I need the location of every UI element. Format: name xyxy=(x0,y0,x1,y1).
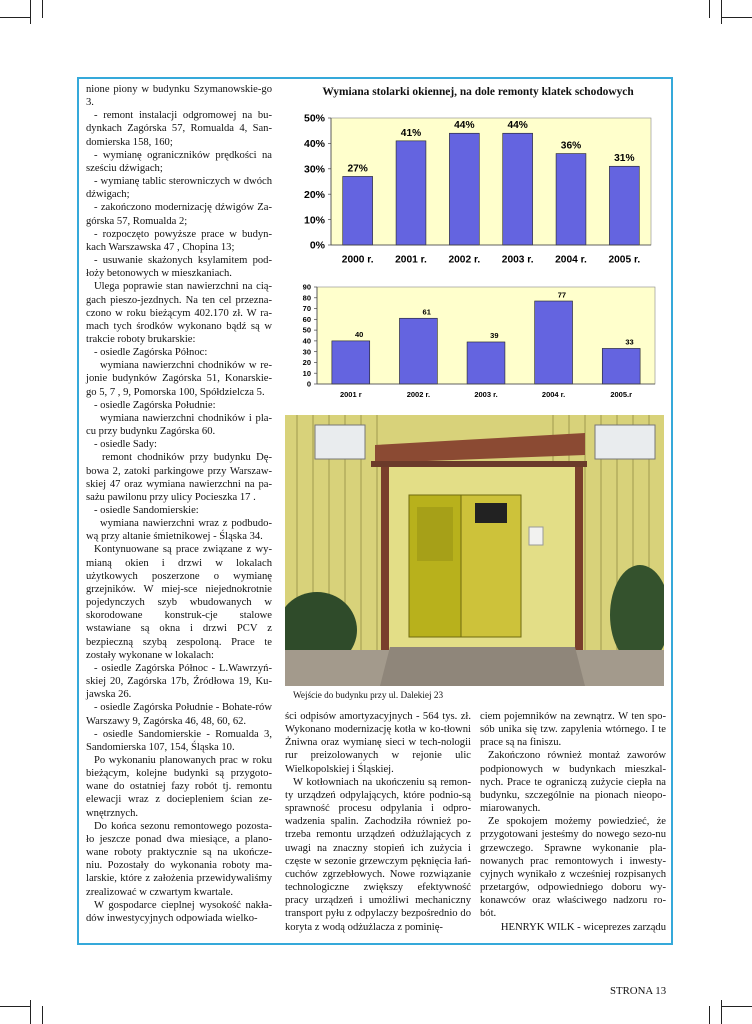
y-tick-label: 70 xyxy=(302,304,311,314)
x-tick-label: 2002 r. xyxy=(406,389,431,399)
data-label: 40 xyxy=(354,330,364,340)
paragraph: nione piony w budynku Szymanowskie-go 3. xyxy=(86,84,272,109)
article-column-1 xyxy=(86,83,272,925)
signature: HENRYK WILK - wiceprezes zarządu xyxy=(500,921,666,933)
paragraph: - usuwanie skażonych ksylamitem pod-łoży betonowych w mieszkaniach. xyxy=(86,255,272,280)
article-column-2 xyxy=(285,710,471,934)
article-column-3 xyxy=(480,710,666,934)
paragraph: wymiana nawierzchni chodników w re-jonie budynków Zagórska 51, Konarskie-go 5, 7 , 9, Pomorska 100, Spółdzielcza 5. xyxy=(86,360,272,398)
paragraph: Po wykonaniu planowanych prac w roku bieżącym, kolejne budynki są przygoto-wane do ostatniej fazy robót tj. remontu elewacji wraz z dociepleniem ścian ze-wnętrznych. xyxy=(86,754,272,819)
data-label: 44% xyxy=(454,120,475,132)
paragraph: W kotłowniach na ukończeniu są remon-ty urządzeń odpylających, które podnio-są sprawność procesu odpylania i odpro-wadzenia spalin. Zachodziła również po-trzeba remontu urządzeń odżużlających z uwagi na znaczny stopień ich zużycia i częste w sezonie grzewczym pęknięcia łań-cuchów zgrzebłowych. Nowe rozwiązanie technologiczne zwiększy efektywność pracy urządzeń i umożliwi mechaniczny transport pyłu z odpylaczy bezpośrednio do koryta z wodą odżużlacza z pominię- xyxy=(285,776,471,933)
crop-mark xyxy=(709,0,710,18)
chart-window-replacement xyxy=(285,108,665,273)
paragraph: - wymianę ograniczników prędkości na sześciu dźwigach; xyxy=(86,149,272,174)
paragraph: - osiedle Sandomierskie: xyxy=(94,505,199,516)
data-label: 33 xyxy=(625,337,634,347)
bar xyxy=(535,301,573,384)
bar xyxy=(556,154,586,245)
paragraph: ciem pojemników na zewnątrz. W ten spo-sób unika się tzw. zapylenia wtórnego. I te prace są na finiszu. xyxy=(480,711,666,749)
y-tick-label: 60 xyxy=(302,314,311,324)
y-tick-label: 80 xyxy=(302,293,311,303)
x-tick-label: 2004 r. xyxy=(555,254,587,266)
data-label: 31% xyxy=(614,153,635,165)
crop-mark xyxy=(0,1006,30,1007)
page-number: STRONA 13 xyxy=(610,985,667,997)
y-tick-label: 50 xyxy=(302,325,311,335)
x-tick-label: 2003 r. xyxy=(474,389,498,399)
x-tick-label: 2004 r. xyxy=(541,389,566,399)
y-tick-label: 40 xyxy=(302,336,311,346)
crop-mark xyxy=(0,17,30,18)
paragraph: Kontynuowane są prace związane z wy-mianą okien i drzwi w lokalach użytkowych poszerzone o wymianę grzejników. W miej-sce niejednokrotnie pojedynczych szyb wbudowanych w skorodowane konstruk-cje stalowe wstawiane są okna i drzwi PCV z bezpieczną szybą zespoloną. Prace te zostały wykonane w lokalach: xyxy=(86,544,272,661)
data-label: 61 xyxy=(422,307,431,317)
data-label: 41% xyxy=(400,127,422,139)
x-tick-label: 2005.r xyxy=(610,389,633,399)
paragraph: - zakończono modernizację dźwigów Za-górska 57, Romualda 2; xyxy=(86,202,272,227)
paragraph: ści odpisów amortyzacyjnych - 564 tys. zł. Wykonano modernizację kotła w ko-tłowni Żniwna oraz wymianę sieci w tech-nologii rur preizolowanych w rejonie ulic Wielkopolskiej i Śląskiej. xyxy=(285,711,471,775)
y-tick-label: 0 xyxy=(306,379,311,389)
x-tick-label: 2003 r. xyxy=(501,254,534,266)
paragraph: - osiedle Zagórska Północ: xyxy=(94,347,208,359)
plot-area xyxy=(331,118,651,245)
crop-mark xyxy=(42,1006,43,1024)
crop-mark xyxy=(722,1006,752,1007)
paragraph: W gospodarce cieplnej wysokość nakła-dów inwestycyjnych odpowiada wielko- xyxy=(86,899,272,924)
data-label: 44% xyxy=(507,120,528,132)
paragraph: - wymianę tablic sterowniczych w dwóch dźwigach; xyxy=(86,176,272,201)
paragraph: wymiana nawierzchni wraz z podbudo-wą przy altanie śmietnikowej - Śląska 34. xyxy=(86,518,272,543)
y-tick-label: 40% xyxy=(303,138,325,151)
x-tick-label: 2001 r. xyxy=(395,254,427,266)
paragraph: Ulega poprawie stan nawierzchni na cią-gach pieszo-jezdnych. Na ten cel przezna-czono w roku bieżącym 402.170 zł. W ra-mach tych środków wykonano bądź są w trakcie roboty brukarskie: xyxy=(86,281,272,345)
bar xyxy=(449,133,479,245)
crop-mark xyxy=(30,0,31,24)
y-tick-label: 10% xyxy=(303,214,325,227)
y-tick-label: 20% xyxy=(303,188,325,201)
crop-mark xyxy=(722,17,752,18)
paragraph: Zakończono również montaż zaworów podpionowych w budynkach mieszkal-nych. Prace te ograniczą zużycie ciepła na budynku, szczególnie na pionach nieopo-miarowanych. xyxy=(480,750,666,815)
crop-mark xyxy=(721,1000,722,1024)
x-tick-label: 2001 r xyxy=(339,389,362,399)
bar xyxy=(602,348,640,384)
bar xyxy=(467,342,505,384)
paragraph: Ze spokojem możemy powiedzieć, że przygotowani jesteśmy do nowego sezo-nu grzewczego. Sprawne wykonanie pla-nowanych prac remontowych i inwesty-cyjnych wynikało z wcześniej rozpisanych przetargów, odpowiedniego doboru wy-konawców oraz właściwego nadzoru ro-bót. xyxy=(480,816,666,920)
crop-mark xyxy=(709,1006,710,1024)
bar xyxy=(396,141,426,245)
x-tick-label: 2005 r. xyxy=(608,254,641,266)
paragraph: - osiedle Zagórska Południe - Bohate-rów Warszawy 9, Zagórska 46, 48, 60, 62. xyxy=(86,702,272,727)
y-tick-label: 30% xyxy=(303,163,325,176)
data-label: 27% xyxy=(347,163,368,175)
paragraph: wymiana nawierzchni chodników i pla-cu przy budynku Zagórska 60. xyxy=(86,412,272,438)
y-tick-label: 10 xyxy=(302,368,311,378)
crop-mark xyxy=(721,0,722,24)
paragraph: - rozpoczęto powyższe prace w budyn-kach Warszawska 47 , Chopina 13; xyxy=(86,228,272,253)
bar xyxy=(343,176,373,245)
paragraph: - osiedle Sandomierskie - Romualda 3, Sandomierska 107, 154, Śląska 10. xyxy=(86,728,272,753)
paragraph: - osiedle Sady: xyxy=(94,439,157,451)
x-tick-label: 2002 r. xyxy=(448,254,481,266)
paragraph: - osiedle Zagórska Północ - L.Wawrzyń-skiej 20, Zagórska 17b, Źródłowa 19, Ku-jawska 26. xyxy=(86,662,272,701)
y-tick-label: 30 xyxy=(302,347,311,357)
y-tick-label: 50% xyxy=(303,112,325,125)
bar xyxy=(399,318,437,384)
chart-staircase-renovation xyxy=(285,280,665,405)
paragraph: - osiedle Zagórska Południe: xyxy=(94,399,216,411)
building-entrance-photo xyxy=(285,415,664,686)
crop-mark xyxy=(42,0,43,18)
y-tick-label: 0% xyxy=(309,239,325,252)
data-label: 77 xyxy=(557,290,567,300)
chart-title: Wymiana stolarki okiennej, na dole remonty klatek schodowych xyxy=(322,86,634,98)
bar xyxy=(609,166,639,245)
x-tick-label: 2000 r. xyxy=(341,254,374,266)
data-label: 39 xyxy=(490,331,499,341)
crop-mark xyxy=(30,1000,31,1024)
y-tick-label: 20 xyxy=(302,358,311,368)
data-label: 36% xyxy=(560,140,582,152)
paragraph: remont chodników przy budynku Dę-bowa 2, zatoki parkingowe przy Warszaw-skiej 47 oraz wymiana nawierzchni na pa-sażu pawilonu przy ulicy Pocieszka 17 . xyxy=(86,452,272,503)
bar xyxy=(332,341,370,384)
paragraph: - remont instalacji odgromowej na bu-dynkach Zagórska 57, Romualda 4, San-domierska 158, 160; xyxy=(86,110,272,148)
bar xyxy=(503,133,533,245)
y-tick-label: 90 xyxy=(302,282,311,292)
photo-caption: Wejście do budynku przy ul. Dalekiej 23 xyxy=(293,690,444,700)
paragraph: Do końca sezonu remontowego pozosta-ło jeszcze ponad dwa miesiące, a plano-wane roboty praktycznie są na ukończe-niu. Pozostały do wykonania roboty ma-larskie, które z założenia przewidywaliśmy zrealizować w czwartym kwartale. xyxy=(86,820,272,898)
